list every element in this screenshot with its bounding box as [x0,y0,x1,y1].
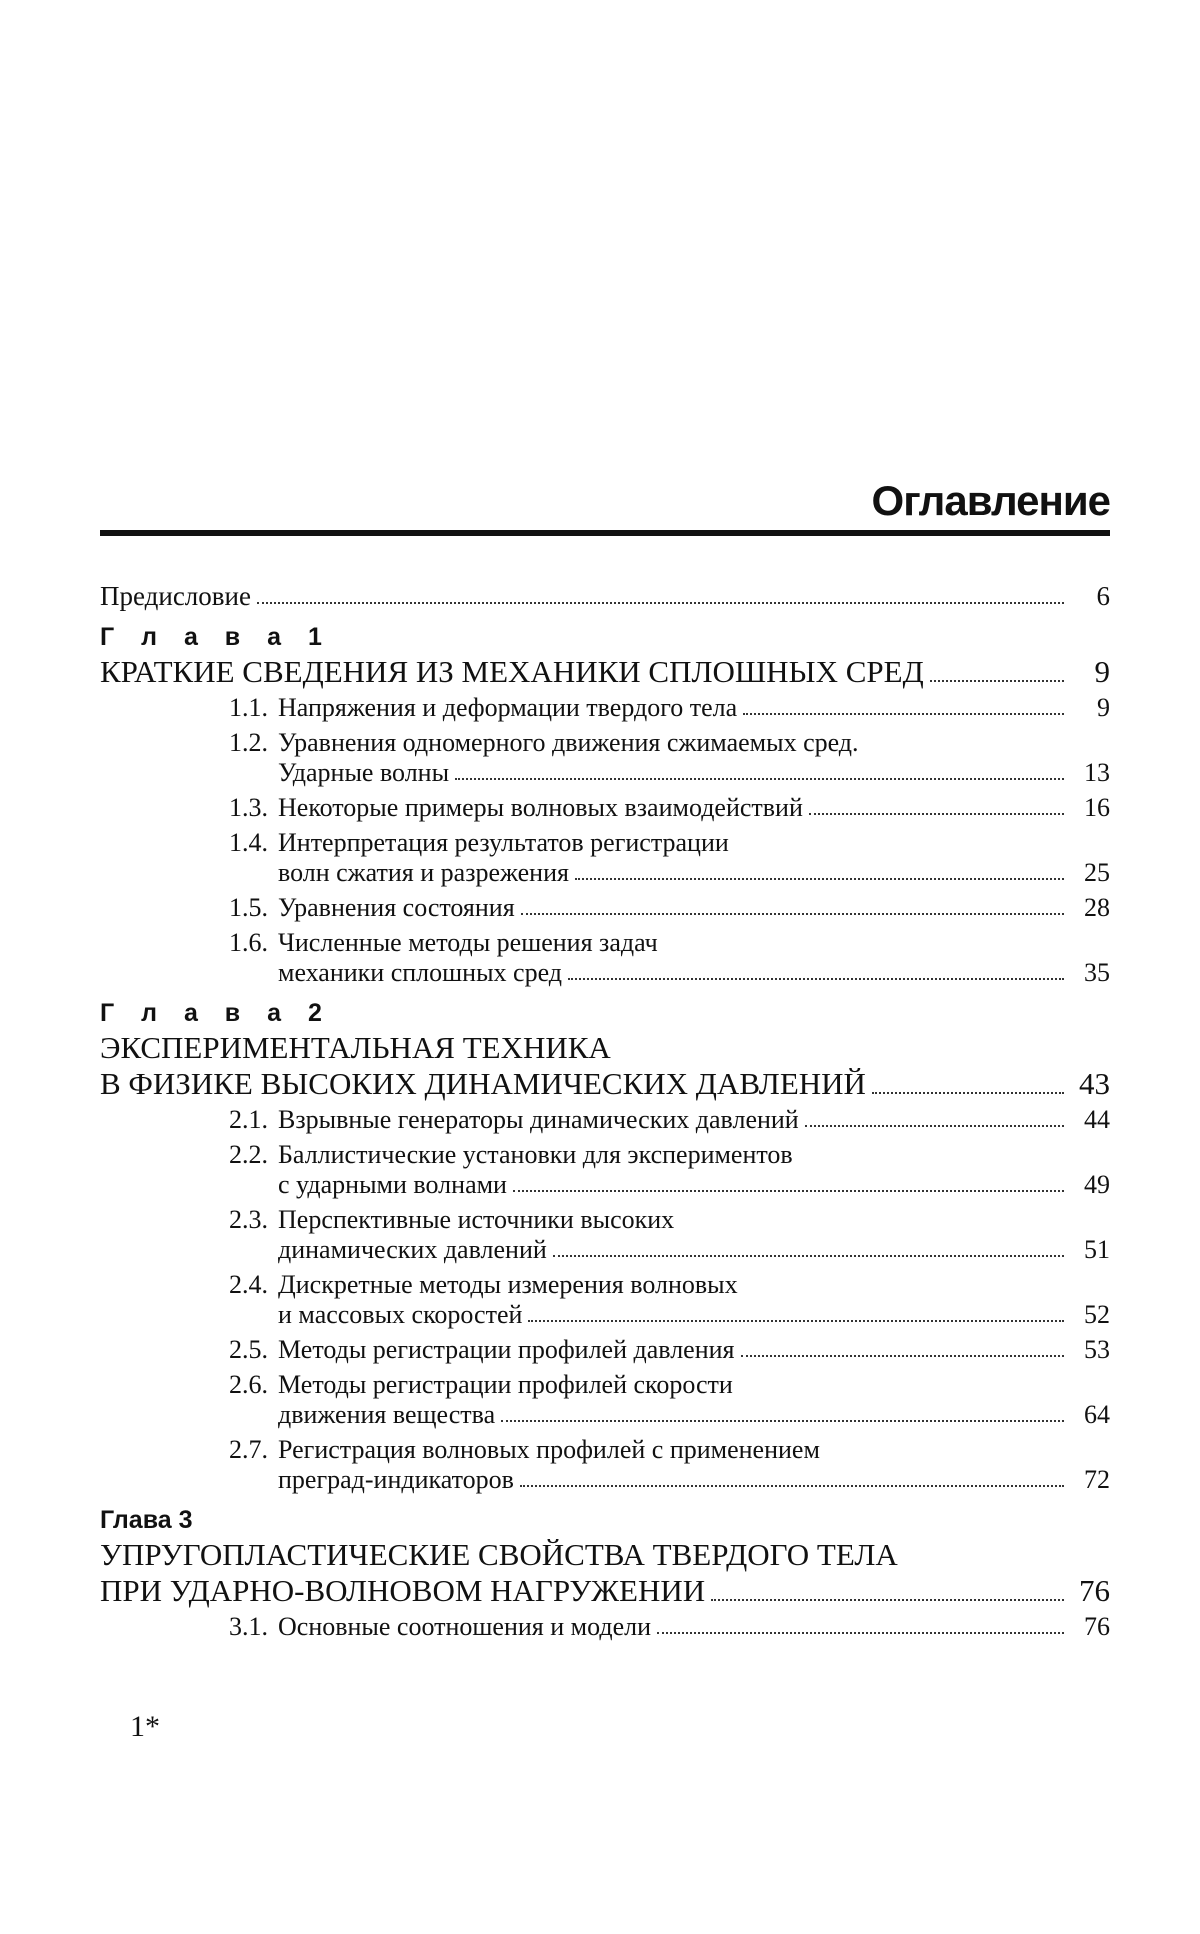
section-number: 2.6. [229,1370,268,1399]
section-title-line: волн сжатия и разрежения [278,858,569,887]
chapter-title-line: В ФИЗИКЕ ВЫСОКИХ ДИНАМИЧЕСКИХ ДАВЛЕНИЙ [100,1066,866,1101]
toc-page-number: 35 [1084,958,1110,987]
section-number: 1.5. [229,893,268,922]
chapter-number: Глава 3 [100,1506,193,1534]
dot-leader [575,878,1064,880]
toc-page-number: 64 [1084,1400,1110,1429]
section-number: 2.5. [229,1335,268,1364]
toc-entry-section[interactable] [100,693,1110,723]
section-number: 2.7. [229,1435,268,1464]
section-title-line: Численные методы решения задач [278,928,658,957]
toc-entry-section[interactable] [100,1370,1110,1430]
section-number: 2.1. [229,1105,268,1134]
dot-leader [257,602,1064,604]
chapter-number: Г л а в а 2 [100,999,332,1027]
dot-leader [872,1092,1064,1094]
dot-leader [930,680,1064,682]
toc-page-number: 9 [1094,654,1110,689]
dot-leader [520,1485,1064,1487]
dot-leader [657,1632,1064,1634]
section-number: 1.6. [229,928,268,957]
toc-page-number: 28 [1084,893,1110,922]
toc-entry-section[interactable] [100,1105,1110,1135]
dot-leader [568,978,1064,980]
toc-entry-chapter[interactable] [100,1537,1110,1609]
section-number: 2.2. [229,1140,268,1169]
dot-leader [521,913,1064,915]
section-title-line: Интерпретация результатов регистрации [278,828,729,857]
toc-entry-section[interactable] [100,828,1110,888]
toc-entry-chapter[interactable] [100,1030,1110,1102]
section-title-line: Дискретные методы измерения волновых [278,1270,738,1299]
section-number: 1.4. [229,828,268,857]
toc-entry-section[interactable] [100,1612,1110,1642]
dot-leader [805,1125,1064,1127]
section-title-line: Напряжения и деформации твердого тела [278,693,738,722]
page-title: Оглавление [871,477,1110,524]
toc-page-number: 9 [1097,693,1110,722]
toc-page-number: 76 [1084,1612,1110,1641]
section-title-line: Основные соотношения и модели [278,1612,652,1641]
section-title-line: Взрывные генераторы динамических давлений [278,1105,799,1134]
section-title-line: Уравнения одномерного движения сжимаемых сред. [278,728,859,757]
toc-entry-section[interactable] [100,893,1110,923]
toc-page-number: 6 [1096,581,1110,611]
section-title-line: Уравнения состояния [278,893,515,922]
table-of-contents [100,572,1110,1647]
toc-entry-section[interactable] [100,928,1110,988]
chapter-number: Г л а в а 1 [100,623,332,651]
section-title-line: Регистрация волновых профилей с применением [278,1435,820,1464]
toc-entry-section[interactable] [100,793,1110,823]
section-number: 2.3. [229,1205,268,1234]
section-title-line: Ударные волны [278,758,450,787]
toc-page-number: 44 [1084,1105,1110,1134]
dot-leader [501,1420,1064,1422]
toc-entry-section[interactable] [100,1205,1110,1265]
section-title-line: Баллистические установки для экспериментов [278,1140,793,1169]
toc-page-number: 43 [1079,1066,1110,1101]
dot-leader [455,778,1064,780]
dot-leader [809,813,1064,815]
section-number: 1.2. [229,728,268,757]
toc-entry-label: Предисловие [100,581,251,611]
section-number: 1.3. [229,793,268,822]
section-title-line: Методы регистрации профилей давления [278,1335,735,1364]
dot-leader [528,1320,1064,1322]
toc-entry-section[interactable] [100,728,1110,788]
chapter-title-line: ПРИ УДАРНО-ВОЛНОВОМ НАГРУЖЕНИИ [100,1573,706,1608]
section-title-line: движения вещества [278,1400,496,1429]
section-title-line: динамических давлений [278,1235,547,1264]
section-title-line: Методы регистрации профилей скорости [278,1370,733,1399]
dot-leader [741,1355,1064,1357]
toc-entry-section[interactable] [100,1140,1110,1200]
dot-leader [553,1255,1064,1257]
toc-entry-section[interactable] [100,1335,1110,1365]
toc-page-number: 49 [1084,1170,1110,1199]
page-signature-mark: 1* [130,1710,160,1743]
dot-leader [743,713,1064,715]
chapter-title-line: ЭКСПЕРИМЕНТАЛЬНАЯ ТЕХНИКА [100,1030,611,1065]
toc-page-number: 13 [1084,758,1110,787]
toc-entry-section[interactable] [100,1435,1110,1495]
toc-page-number: 51 [1084,1235,1110,1264]
dot-leader [513,1190,1064,1192]
toc-entry-section[interactable] [100,1270,1110,1330]
section-title-line: преград-индикаторов [278,1465,514,1494]
title-rule [100,530,1110,536]
toc-page-number: 53 [1084,1335,1110,1364]
chapter-title-line: УПРУГОПЛАСТИЧЕСКИЕ СВОЙСТВА ТВЕРДОГО ТЕЛА [100,1537,898,1572]
section-title-line: Некоторые примеры волновых взаимодействий [278,793,803,822]
toc-page-number: 25 [1084,858,1110,887]
toc-page-number: 76 [1079,1573,1110,1608]
section-title-line: Перспективные источники высоких [278,1205,675,1234]
section-number: 1.1. [229,693,268,722]
toc-entry-chapter[interactable] [100,654,1110,690]
toc-page-number: 16 [1084,793,1110,822]
section-title-line: с ударными волнами [278,1170,507,1199]
toc-page-number: 72 [1084,1465,1110,1494]
toc-entry-preface[interactable] [100,572,1110,612]
toc-page-number: 52 [1084,1300,1110,1329]
section-title-line: механики сплошных сред [278,958,563,987]
section-number: 3.1. [229,1612,268,1641]
section-title-line: и массовых скоростей [278,1300,523,1329]
chapter-title-line: КРАТКИЕ СВЕДЕНИЯ ИЗ МЕХАНИКИ СПЛОШНЫХ СРЕД [100,654,924,689]
dot-leader [711,1599,1064,1601]
section-number: 2.4. [229,1270,268,1299]
